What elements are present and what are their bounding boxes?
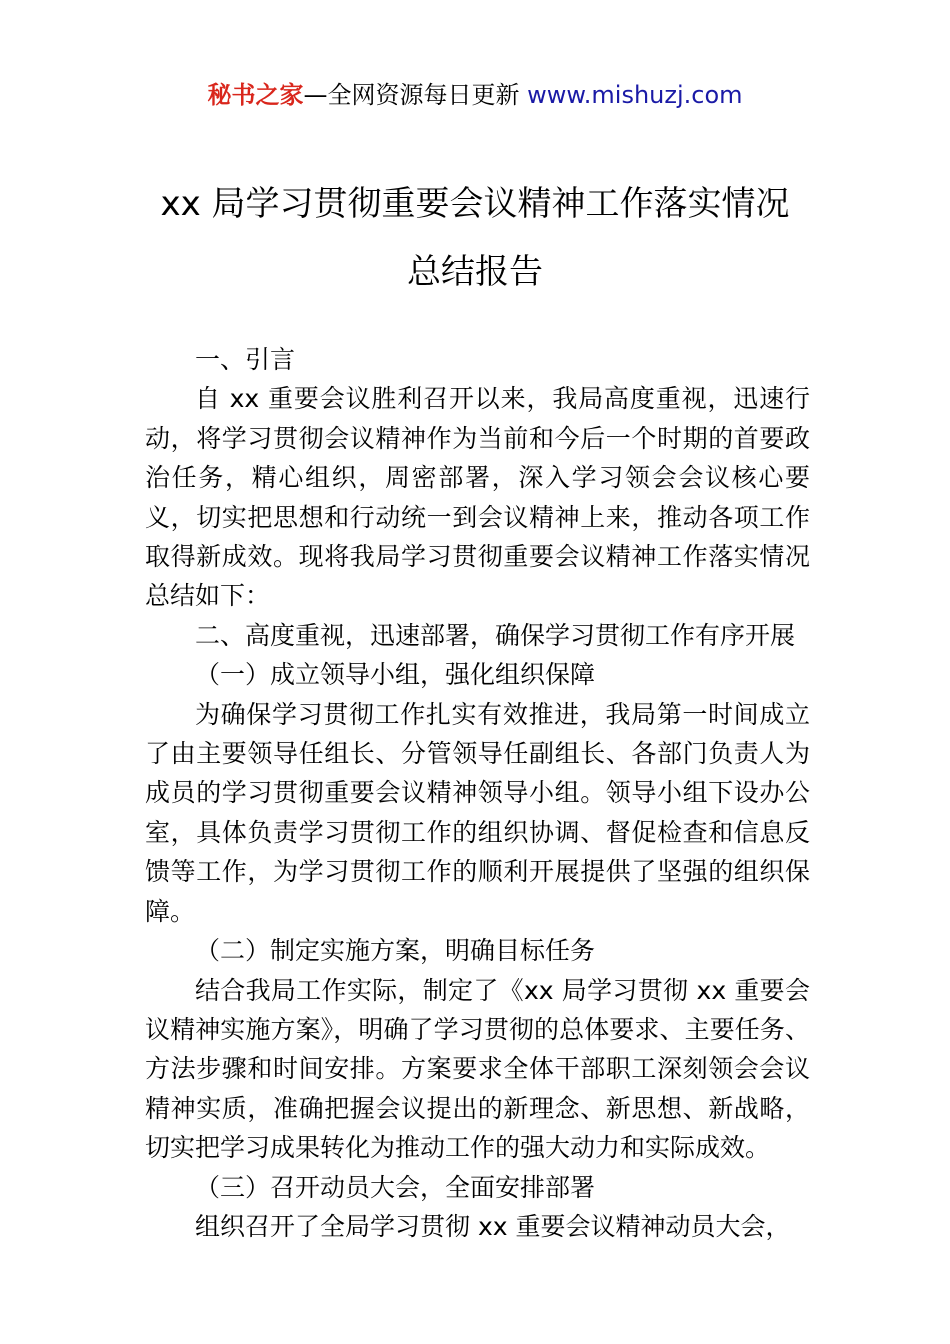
paragraph-plan: 结合我局工作实际，制定了《xx 局学习贯彻 xx 重要会议精神实施方案》，明确了学习贯彻的总体要求、主要任务、方法步骤和时间安排。方案要求全体干部职工深刻领会会议精神实质，准确把握会议提出的新理念、新思想、新战略，切实把学习成果转化为推动工作的强大动力和实际成效。 — [145, 975, 810, 1163]
site-url-link[interactable]: www.mishuzj.com — [527, 81, 743, 109]
subheading-3: （三）召开动员大会，全面安排部署 — [195, 1172, 596, 1202]
paragraph-meeting: 组织召开了全局学习贯彻 xx 重要会议精神动员大会， — [195, 1211, 791, 1241]
title-line-1: xx 局学习贯彻重要会议精神工作落实情况 — [160, 184, 790, 224]
brand-name: 秘书之家 — [207, 81, 304, 109]
title-line-2: 总结报告 — [407, 252, 543, 292]
paragraph-leading-group: 为确保学习贯彻工作扎实有效推进，我局第一时间成立了由主要领导任组长、分管领导任副组长、各部门负责人为成员的学习贯彻重要会议精神领导小组。领导小组下设办公室，具体负责学习贯彻工作的组织协调、督促检查和信息反馈等工作，为学习贯彻工作的顺利开展提供了坚强的组织保障。 — [145, 699, 810, 926]
subheading-1: （一）成立领导小组，强化组织保障 — [195, 660, 596, 690]
section-heading-2: 二、高度重视，迅速部署，确保学习贯彻工作有序开展 — [195, 620, 796, 650]
paragraph-intro: 自 xx 重要会议胜利召开以来，我局高度重视，迅速行动，将学习贯彻会议精神作为当前和今后一个时期的首要政治任务，精心组织，周密部署，深入学习领会会议核心要义，切实把思想和行动统一到会议精神上来，推动各项工作取得新成效。现将我局学习贯彻重要会议精神工作落实情况总结如下： — [145, 384, 810, 611]
header-tagline: —全网资源每日更新 — [303, 81, 528, 109]
section-heading-intro: 一、引言 — [195, 345, 296, 374]
document-body — [145, 340, 810, 1246]
document-title — [100, 170, 850, 306]
site-header — [0, 78, 950, 112]
subheading-2: （二）制定实施方案，明确目标任务 — [195, 936, 596, 966]
